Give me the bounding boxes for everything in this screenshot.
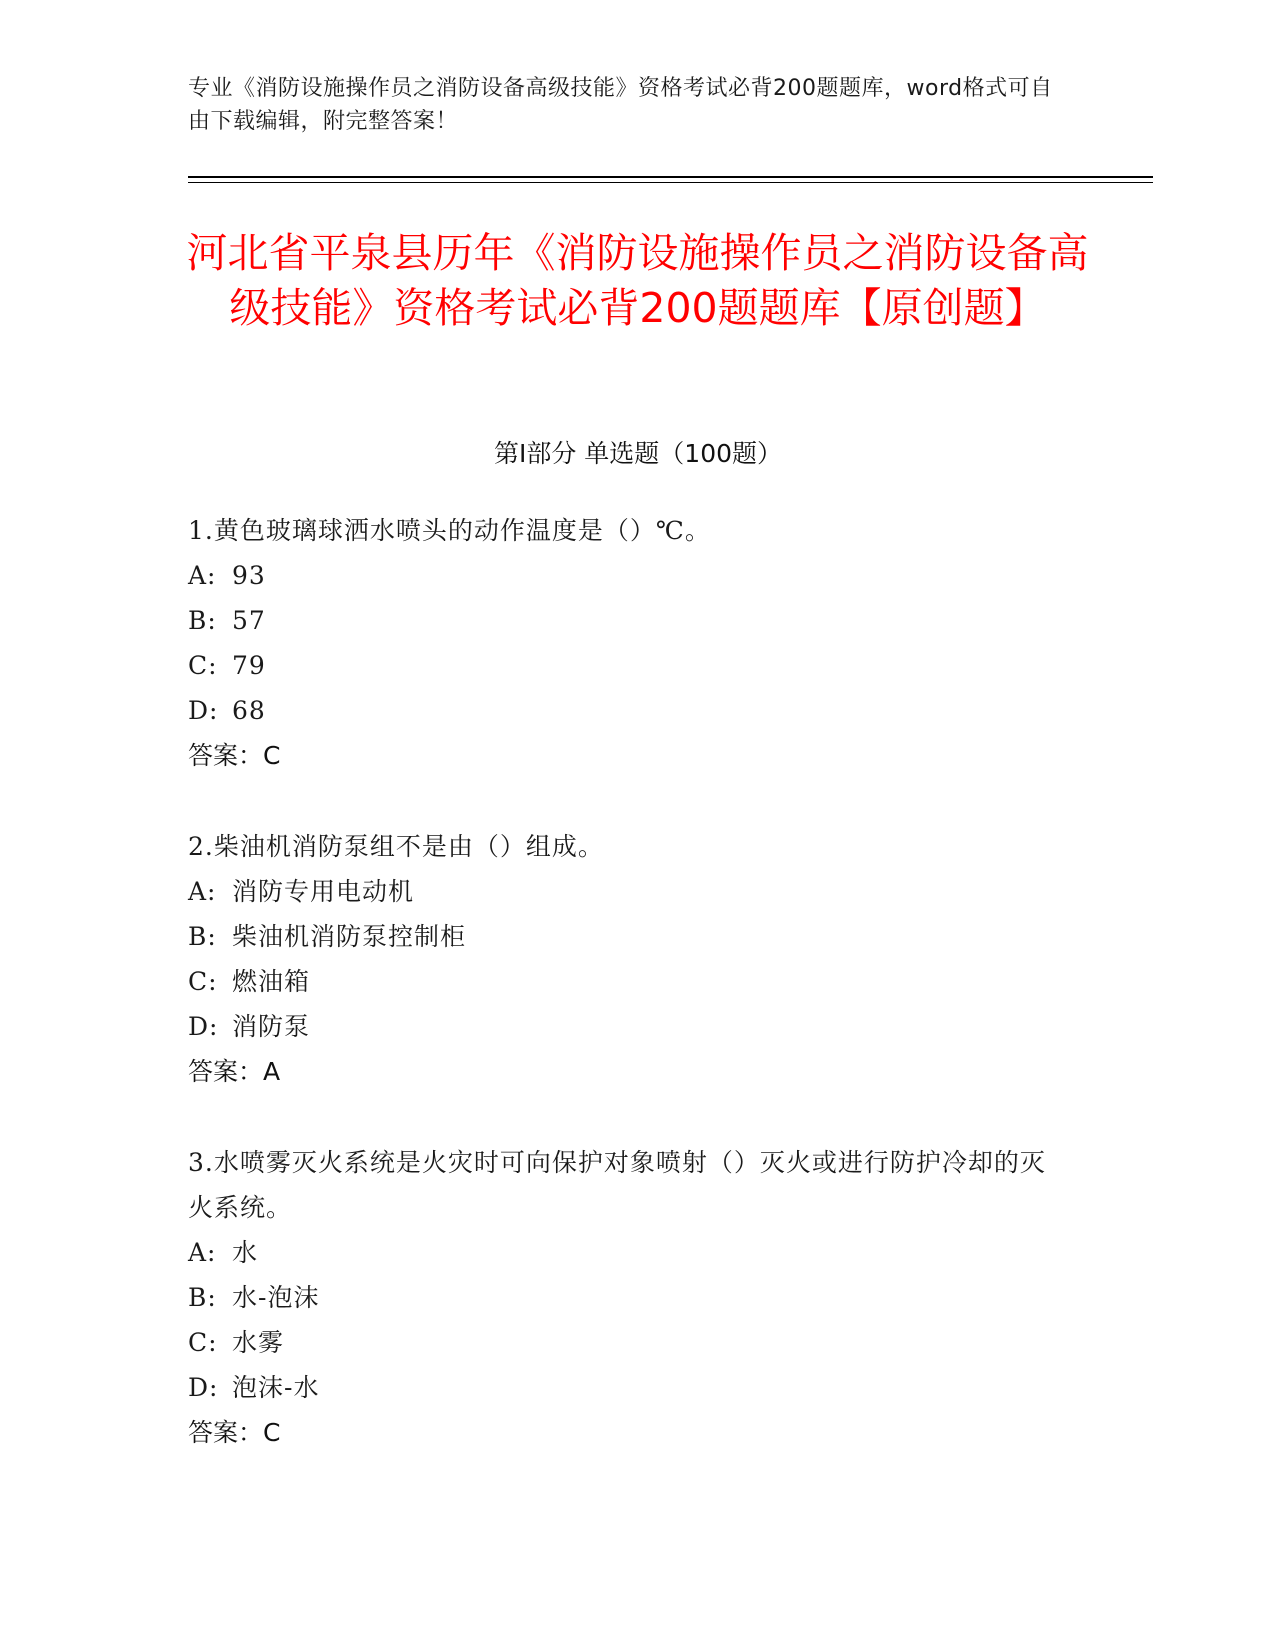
option-letter: D: [188, 1012, 219, 1041]
option-c [188, 643, 1068, 688]
option-text: 93 [232, 561, 266, 590]
option-c [188, 1320, 1068, 1365]
header-note: 专业《消防设施操作员之消防设备高级技能》资格考试必背200题题库，word格式可自由下载编辑，附完整答案！ [188, 76, 1053, 134]
answer: 答案：C [188, 1418, 281, 1447]
option-a [188, 869, 1068, 914]
header-rule-thin [188, 182, 1153, 183]
option-text: 68 [232, 696, 266, 725]
option-letter: B: [188, 1283, 217, 1312]
option-letter: A: [188, 561, 217, 590]
answer: 答案：A [188, 1057, 281, 1086]
option-letter: D: [188, 1373, 219, 1402]
option-b [188, 598, 1068, 643]
answer: 答案：C [188, 741, 281, 770]
option-d [188, 1004, 1068, 1049]
question-stem: 2.柴油机消防泵组不是由（）组成。 [188, 832, 604, 861]
option-a [188, 1230, 1068, 1275]
option-c [188, 959, 1068, 1004]
option-letter: B: [188, 606, 217, 635]
option-text: 水-泡沫 [232, 1283, 320, 1312]
option-text: 水雾 [232, 1328, 285, 1357]
option-letter: C: [188, 651, 218, 680]
question-2 [188, 824, 1068, 1094]
option-d [188, 688, 1068, 733]
option-text: 泡沫-水 [232, 1373, 320, 1402]
document-title: 河北省平泉县历年《消防设施操作员之消防设备高级技能》资格考试必背200题题库【原创题】 [186, 229, 1089, 332]
option-d [188, 1365, 1068, 1410]
option-b [188, 914, 1068, 959]
option-text: 水 [232, 1238, 259, 1267]
question-stem: 3.水喷雾灭火系统是火灾时可向保护对象喷射（）灭火或进行防护冷却的灭火系统。 [188, 1148, 1046, 1222]
option-b [188, 1275, 1068, 1320]
option-letter: B: [188, 922, 217, 951]
header-rule-thick [188, 176, 1153, 178]
question-1 [188, 508, 1068, 778]
option-text: 柴油机消防泵控制柜 [232, 922, 467, 951]
option-text: 燃油箱 [232, 967, 311, 996]
option-letter: A: [188, 877, 217, 906]
option-letter: C: [188, 1328, 218, 1357]
question-3 [188, 1140, 1068, 1455]
question-stem: 1.黄色玻璃球洒水喷头的动作温度是（）℃。 [188, 516, 711, 545]
option-a [188, 553, 1068, 598]
option-letter: C: [188, 967, 218, 996]
option-text: 消防专用电动机 [232, 877, 415, 906]
option-text: 57 [232, 606, 266, 635]
option-letter: A: [188, 1238, 217, 1267]
option-text: 79 [232, 651, 266, 680]
option-text: 消防泵 [232, 1012, 311, 1041]
option-letter: D: [188, 696, 219, 725]
section-heading: 第I部分 单选题（100题） [493, 439, 783, 468]
